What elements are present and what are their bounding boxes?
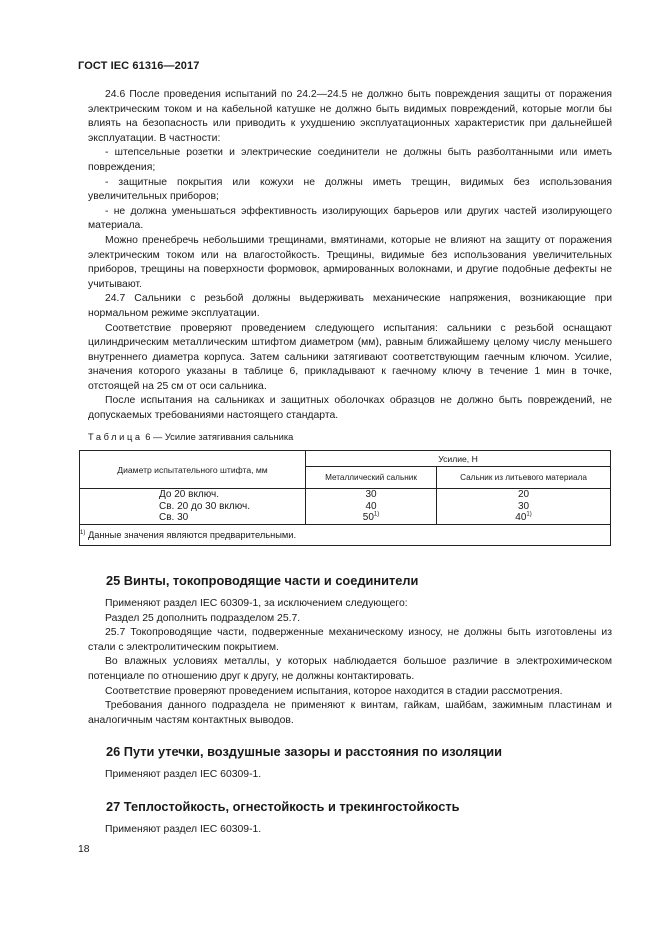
footnote-mark: 1)	[80, 530, 86, 537]
footnote-mark: 1)	[526, 512, 532, 519]
header-molded-gland: Сальник из литьевого материала	[437, 467, 611, 489]
section-27-heading: 27 Теплостойкость, огнестойкость и трекингостойкость	[106, 799, 460, 814]
paragraph: - не должна уменьшаться эффективность изолирующих барьеров или других частей изолирующего материала.	[88, 205, 612, 232]
table-caption-title: 6 — Усилие затягивания сальника	[145, 432, 294, 442]
table-footnote	[80, 525, 611, 546]
force-value: 40	[365, 500, 377, 512]
table-caption-word: Таблица	[88, 432, 143, 442]
force-value-with-footnote	[306, 512, 436, 524]
section-27-text	[88, 823, 612, 838]
footnote-text: Данные значения являются предварительными.	[87, 530, 297, 541]
paragraph: После испытания на сальниках и защитных оболочках образцов не должно быть повреждений, не допускаемых требованиями настоящего стандарта.	[88, 395, 612, 422]
diameter-value: Св. 30	[159, 512, 189, 524]
paragraph: - штепсельные розетки и электрические соединители не должны быть разболтанными или иметь повреждения;	[88, 147, 612, 173]
force-value: 20	[517, 489, 530, 500]
paragraph: Соответствие проверяют проведением следующего испытания: сальники с резьбой оснащают цилиндрическим металлическим штифтом диаметром (мм), равным ближайшему целому числу меньшего внутреннего диаметра корпуса. Затем сальники затягивают соответствующим гаечным ключом. Усилие, значения которого указаны в таблице 6, прикладывают к гаечному ключу в течение 1 мин в точке, отстоящей на 25 см от оси сальника.	[88, 322, 612, 392]
page-number: 18	[78, 844, 90, 855]
footnote-row	[80, 525, 611, 546]
paragraph: 24.6 После проведения испытаний по 24.2—24.5 не должно быть повреждения защиты от поражения электрическим током и на кабельной катушке не должно быть видимых повреждений, которые могли бы влиять на безопасность или приводить к ухудшению эксплуатационных характеристик при дальнейшей эксплуатации. В частности:	[88, 89, 612, 144]
header-diameter: Диаметр испытательного штифта, мм	[80, 451, 306, 489]
table-caption	[88, 432, 293, 442]
paragraph: Применяют раздел IEC 60309-1.	[105, 769, 262, 780]
force-table	[79, 450, 611, 546]
document-header: ГОСТ IEC 61316—2017	[78, 60, 200, 72]
diameter-value: Св. 20 до 30 включ.	[159, 500, 250, 512]
paragraph: Требования данного подраздела не применяют к винтам, гайкам, шайбам, зажимным пластинам и аналогичным частям контактных выводов.	[88, 700, 612, 726]
footnote-mark: 1)	[373, 512, 380, 519]
section-26-heading: 26 Пути утечки, воздушные зазоры и расстояния по изоляции	[106, 744, 502, 759]
diameter-value: До 20 включ.	[159, 489, 220, 500]
paragraph: - защитные покрытия или кожухи не должны иметь трещин, видимых без использования увеличительных приборов;	[88, 176, 612, 203]
force-value: 30	[517, 500, 530, 512]
table-row	[80, 489, 611, 525]
clause-24-text	[88, 88, 612, 424]
molded-force-cell	[437, 489, 611, 525]
paragraph: Раздел 25 дополнить подразделом 25.7.	[105, 612, 301, 624]
paragraph: Можно пренебречь небольшими трещинами, вмятинами, которые не влияют на защиту от поражения электрическим током или на влагостойкость. Трещины, видимые без использования увеличительных приборов, трещины на поверхности формовок, армированных волокнами, и другие подобные дефекты не учитывают.	[88, 234, 612, 290]
force-value-with-footnote	[437, 512, 610, 524]
section-26-text	[88, 768, 612, 783]
paragraph: 24.7 Сальники с резьбой должны выдерживать механические напряжения, возникающие при нормальном режиме эксплуатации.	[88, 293, 612, 319]
metal-force-cell	[306, 489, 437, 525]
paragraph: Применяют раздел IEC 60309-1.	[105, 824, 262, 835]
force-value: 30	[365, 489, 377, 500]
paragraph: Соответствие проверяют проведением испытания, которое находится в стадии рассмотрения.	[105, 685, 563, 697]
header-force: Усилие, Н	[306, 451, 611, 467]
paragraph: Применяют раздел IEC 60309-1, за исключением следующего:	[105, 598, 408, 609]
force-value: 50	[362, 512, 374, 524]
section-25-text	[88, 597, 612, 728]
header-metal-gland: Металлический сальник	[306, 467, 437, 489]
paragraph: 25.7 Токопроводящие части, подверженные механическому износу, не должны быть изготовлены из стали с электролитическим покрытием.	[88, 627, 612, 653]
diameter-cell	[80, 489, 306, 525]
paragraph: Во влажных условиях металлы, у которых наблюдается большое различие в электрохимическом потенциале по отношению друг к другу, не должны контактировать.	[88, 656, 612, 682]
force-value: 40	[515, 512, 527, 524]
section-25-heading: 25 Винты, токопроводящие части и соединители	[106, 573, 419, 588]
